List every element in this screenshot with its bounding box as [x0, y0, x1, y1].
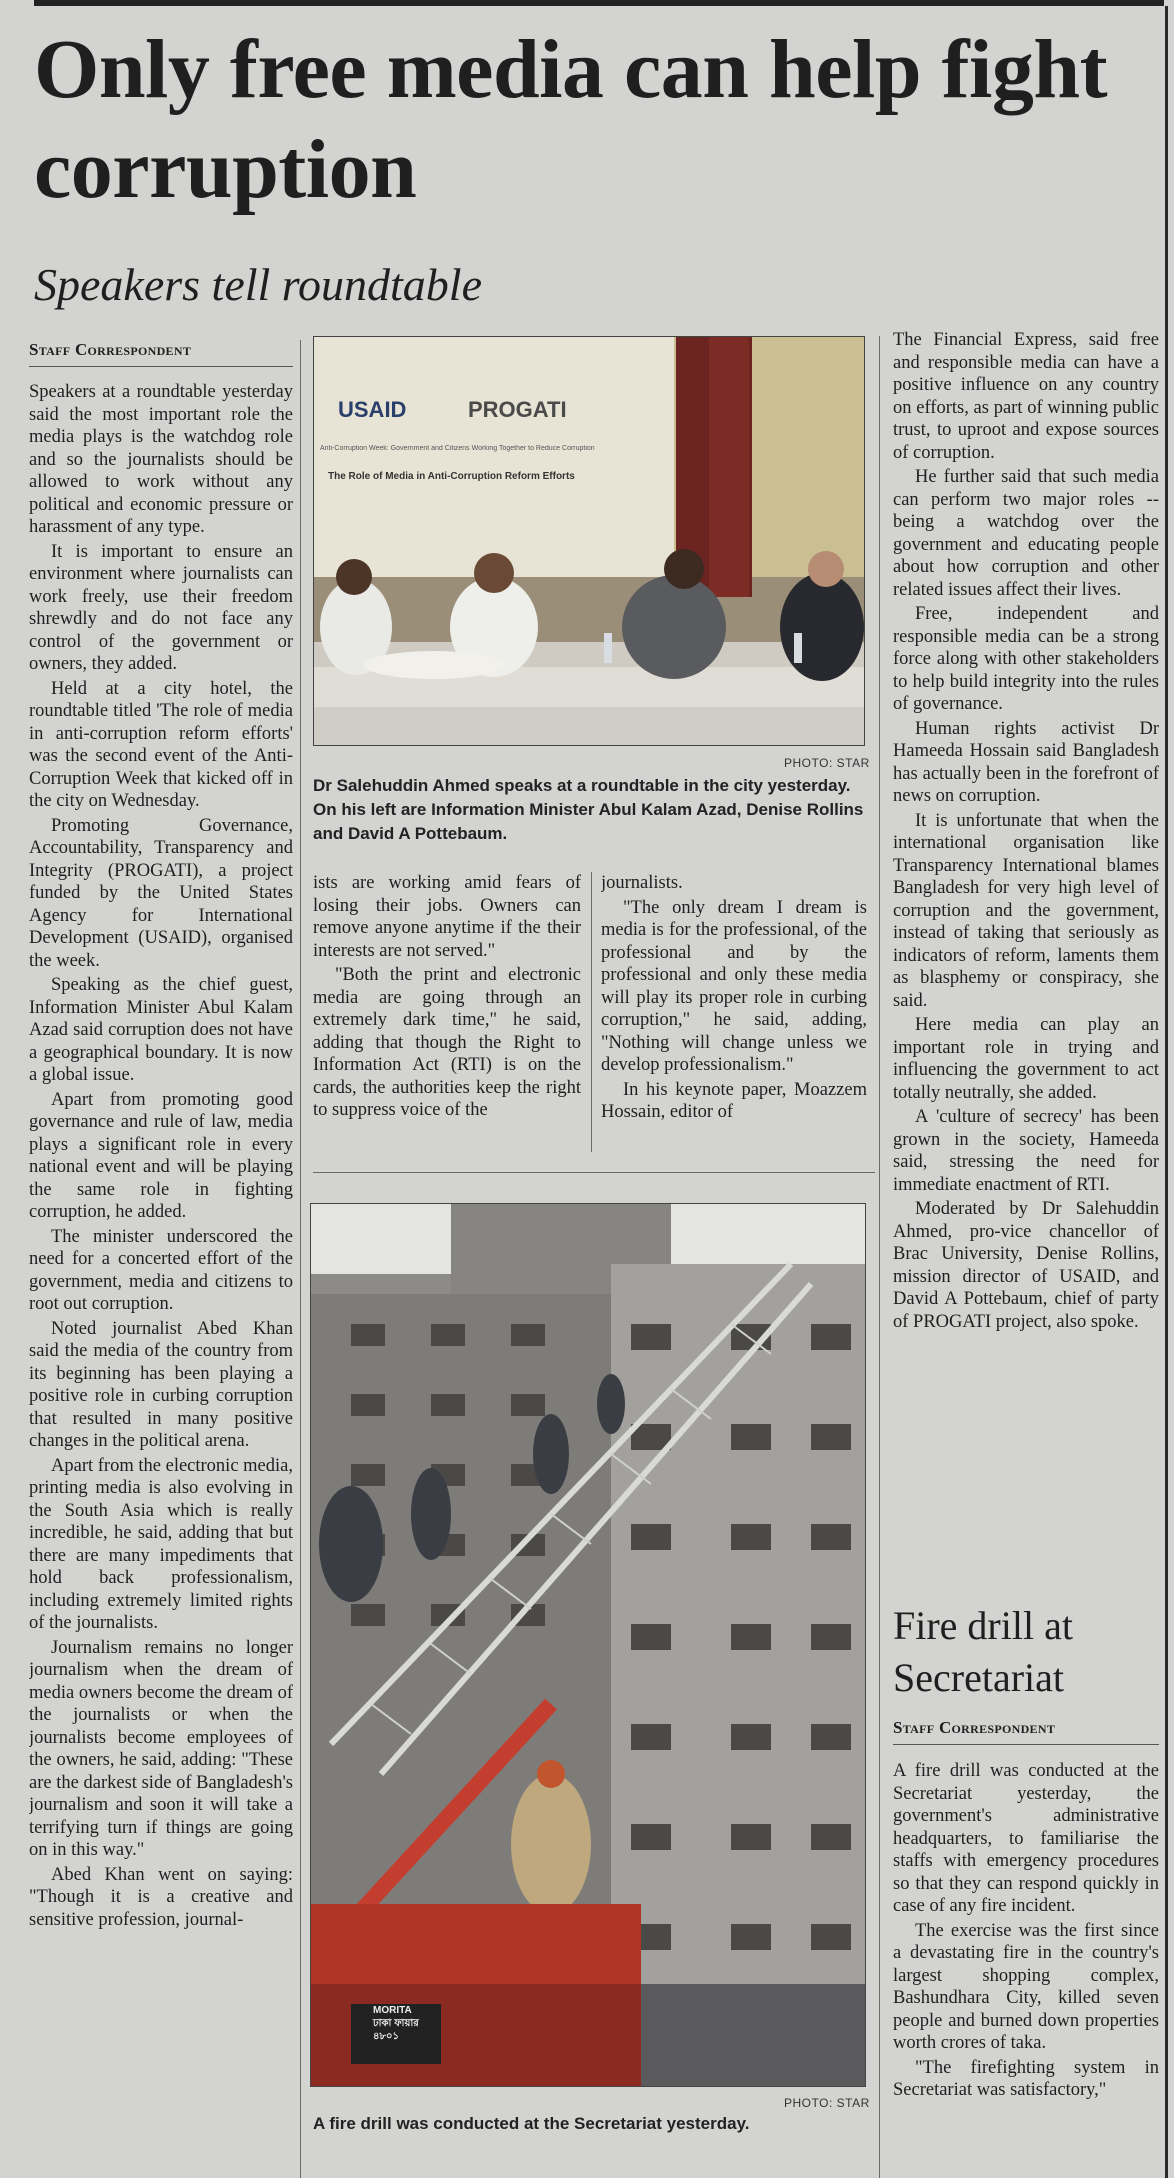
- fire-drill-image: [311, 1204, 865, 2086]
- column-border: [1165, 6, 1168, 2178]
- paragraph: "The firefighting system in Secretariat was satisfactory,": [893, 2057, 1159, 2100]
- paragraph: Speakers at a roundtable yesterday said the most important role the media plays is the watchdog role and so the journalists should be allowed to work without any political and economic pressure or harassment of any type.: [29, 382, 293, 537]
- usaid-logo: USAID: [338, 397, 407, 422]
- paragraph: The exercise was the first since a devastating fire in the country's largest shopping complex, Bashundhara City, killed seven people and burned down properties worth crores of taka.: [893, 1920, 1159, 2053]
- paragraph: A fire drill was conducted at the Secretariat yesterday, the government's administrative headquarters, to familiarise the staffs with emergency procedures so that they can respond quickly in case of any fire incident.: [893, 1761, 1159, 1916]
- paragraph: Noted journalist Abed Khan said the media of the country from its beginning has been playing a positive role in curbing corruption that resulted in many positive changes in the political arena.: [29, 1318, 293, 1451]
- paragraph: Apart from promoting good governance and rule of law, media plays a significant role in every national event and will be playing the same role in fighting corruption, he added.: [29, 1089, 293, 1222]
- second-article-headline: Fire drill at Secretariat: [893, 1603, 1073, 1700]
- second-article-body: [893, 1760, 1159, 2178]
- truck-plate-brand: MORITA: [373, 2005, 412, 2016]
- paragraph: "Both the print and electronic media are going through an extremely dark time," he said, adding that though the Right to Information Act (RTI) is on the cards, the authorities keep the right to suppress voice of the: [313, 965, 581, 1120]
- paragraph: The Financial Express, said free and responsible media can have a positive influence on any country on efforts, as part of winning public trust, to uproot and expose sources of corruption.: [893, 330, 1159, 463]
- paragraph: It is unfortunate that when the international organisation like Transparency International blames Bangladesh for very high level of corruption and the government, instead of taking that seriously as indicators of reform, laments them as blasphemy or conspiracy, she said.: [893, 810, 1159, 1011]
- headline: Only free media can help fight corruption: [34, 23, 1108, 216]
- photo-caption: A fire drill was conducted at the Secretariat yesterday.: [313, 2114, 750, 2133]
- paragraph: He further said that such media can perform two major roles -- being a watchdog over the government and educating people about how corruption and other related issues affect their lives.: [893, 467, 1159, 600]
- paragraph: It is important to ensure an environment where journalists can work freely, use their freedom shrewdly and do not face any control of the government or owners, they added.: [29, 541, 293, 674]
- paragraph: Abed Khan went on saying: "Though it is a creative and sensitive profession, journal-: [29, 1864, 293, 1930]
- paragraph: Speaking as the chief guest, Information Minister Abul Kalam Azad said corruption does not have a geographical boundary. It is now a global issue.: [29, 975, 293, 1085]
- paragraph: Held at a city hotel, the roundtable titled 'The role of media in anti-corruption reform efforts' was the second event of the Anti-Corruption Week that kicked off in the city on Wednesday.: [29, 678, 293, 811]
- article-column-3: [601, 872, 867, 1157]
- deck: Speakers tell roundtable: [34, 259, 482, 310]
- truck-plate-number: ৪৮০১: [373, 2031, 399, 2042]
- truck-plate: [373, 2004, 453, 2043]
- progati-logo: PROGATI: [468, 397, 567, 422]
- paragraph: In his keynote paper, Moazzem Hossain, editor of: [601, 1079, 867, 1122]
- photo-credit: PHOTO: STAR: [784, 756, 870, 770]
- photo-credit: PHOTO: STAR: [784, 2096, 870, 2110]
- article-column-4: [893, 329, 1159, 1591]
- column-divider: [591, 872, 592, 1152]
- fire-drill-photo: [310, 1203, 866, 2087]
- paragraph: Free, independent and responsible media can be a strong force along with other stakeholders to help build integrity into the rules of governance.: [893, 604, 1159, 714]
- column-divider: [300, 340, 301, 2178]
- second-article-byline: Staff Correspondent: [893, 1718, 1159, 1745]
- column-divider: [879, 336, 880, 2178]
- article-column-1: [29, 381, 293, 2178]
- paragraph: Journalism remains no longer journalism when the dream of media owners become the dream of the journalists or when the journalists become employees of the owners, he said, adding: "These are the darkest side of Bangladesh's journalism and soon it will take a terrifying turn if things are going on in this way.": [29, 1637, 293, 1860]
- top-rule: [34, 0, 1164, 6]
- banner-subtitle: Anti-Corruption Week: Government and Citizens Working Together to Reduce Corruption: [320, 445, 595, 452]
- paragraph: A 'culture of secrecy' has been grown in the society, Hameeda said, stressing the need for immediate enactment of RTI.: [893, 1107, 1159, 1195]
- paragraph: Human rights activist Dr Hameeda Hossain said Bangladesh has actually been in the forefront of news on corruption.: [893, 718, 1159, 806]
- paragraph: "The only dream I dream is media is for the professional, of the professional and by the professional and only these media will play its proper role in curbing corruption," he said, adding, "Nothing will change unless we develop professionalism.": [601, 897, 867, 1075]
- paragraph: The minister underscored the need for a concerted effort of the government, media and citizens to root out corruption.: [29, 1226, 293, 1314]
- roundtable-photo: [313, 336, 865, 746]
- paragraph: Moderated by Dr Salehuddin Ahmed, pro-vice chancellor of Brac University, Denise Rollins, mission director of USAID, and David A Pottebaum, chief of party of PROGATI project, also spoke.: [893, 1199, 1159, 1332]
- section-divider: [313, 1172, 875, 1173]
- banner-title: The Role of Media in Anti-Corruption Reform Efforts: [328, 471, 575, 482]
- paragraph: Promoting Governance, Accountability, Transparency and Integrity (PROGATI), a project funded by the United States Agency for International Development (USAID), organised the week.: [29, 815, 293, 971]
- truck-plate-line: ঢাকা ফায়ার: [373, 2018, 419, 2029]
- photo-caption: Dr Salehuddin Ahmed speaks at a roundtable in the city yesterday. On his left are Information Minister Abul Kalam Azad, Denise Rollins and David A Pottebaum.: [313, 776, 864, 843]
- paragraph: Here media can play an important role in trying and influencing the government to act totally neutrally, she added.: [893, 1015, 1159, 1103]
- paragraph: ists are working amid fears of losing their jobs. Owners can remove anyone anytime if the their interests are not served.": [313, 873, 581, 961]
- paragraph: Apart from the electronic media, printing media is also evolving in the South Asia which is really incredible, he said, adding that but there are many impediments that hold back professionalism, including extremely limited rights of the journalists.: [29, 1455, 293, 1633]
- byline: Staff Correspondent: [29, 340, 293, 367]
- paragraph: journalists.: [601, 873, 683, 893]
- article-column-2: [313, 872, 581, 1157]
